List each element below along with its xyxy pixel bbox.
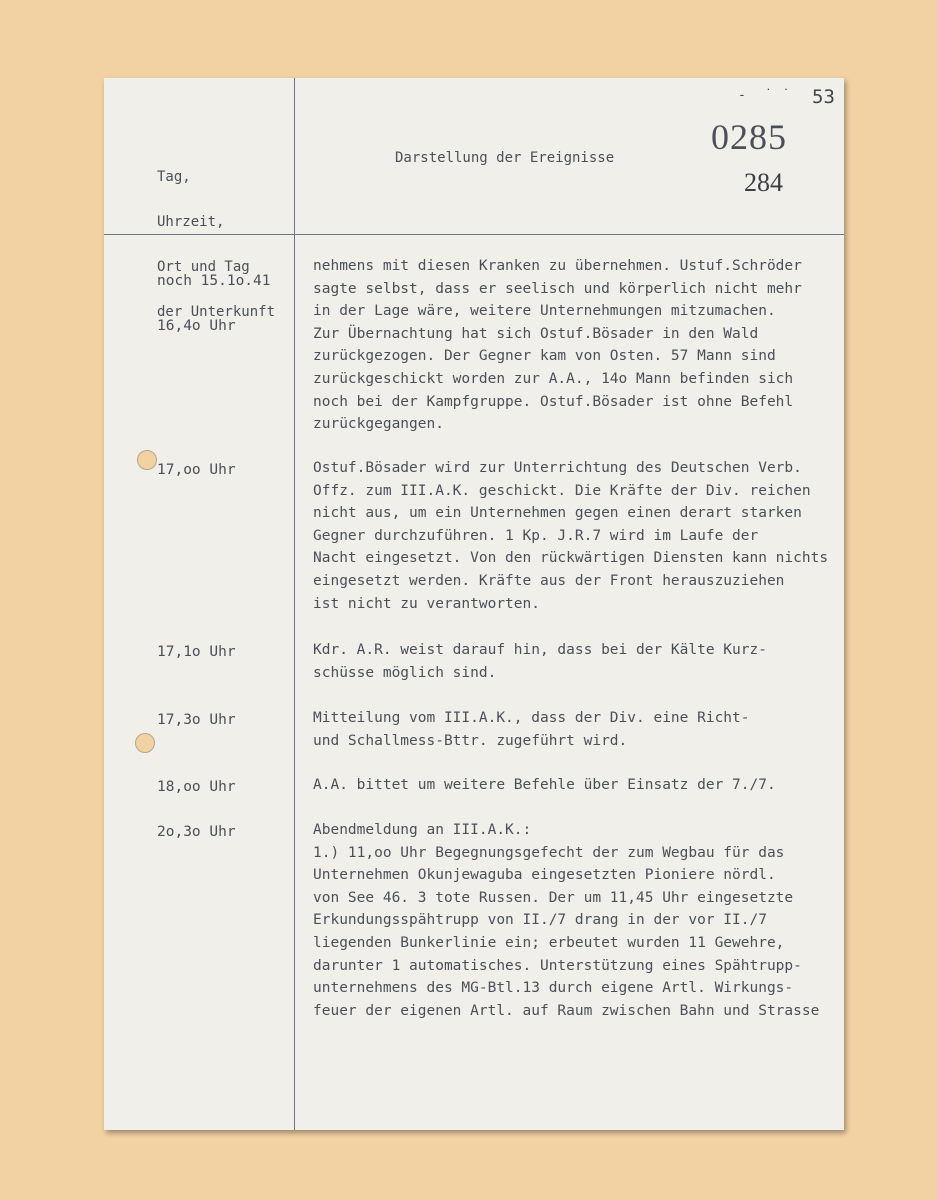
entry-time: 17,3o Uhr [157, 712, 236, 728]
text-line: und Schallmess-Bttr. zugeführt wird. [313, 732, 628, 749]
text-line: ist nicht zu verantworten. [313, 595, 540, 612]
text-line: Unternehmen Okunjewaguba eingesetzten Pioniere nördl. [313, 867, 776, 884]
column-divider [294, 78, 295, 1130]
punch-hole-bottom [135, 733, 155, 753]
text-line: liegenden Bunkerlinie ein; erbeutet wurden 11 Gewehre, [313, 934, 785, 951]
header-label-line: Ort und Tag [157, 259, 250, 275]
text-line: feuer der eigenen Artl. auf Raum zwischen Bahn und Strasse [313, 1002, 820, 1019]
entry-text [313, 255, 802, 436]
text-line: Ostuf.Bösader wird zur Unterrichtung des Deutschen Verb. [313, 460, 802, 476]
entry-time: 17,oo Uhr [157, 462, 236, 478]
entry-text [313, 774, 776, 797]
header-title: Darstellung der Ereignisse [395, 150, 615, 166]
entry-text [313, 819, 819, 1022]
text-line: Mitteilung vom III.A.K., dass der Div. eine Richt- [313, 710, 750, 726]
sheet-number: 284 [744, 168, 783, 197]
text-line: Offz. zum III.A.K. geschickt. Die Kräfte der Div. reichen [313, 482, 811, 499]
entry-time: 2o,3o Uhr [157, 824, 236, 840]
entry-time: 18,oo Uhr [157, 779, 236, 795]
entry-text [313, 639, 767, 684]
text-line: Abendmeldung an III.A.K.: [313, 822, 532, 838]
entry-time [157, 244, 271, 364]
entry-time-label: 16,4o Uhr [157, 318, 236, 334]
text-line: sagte selbst, dass er seelisch und körperlich nicht mehr [313, 280, 802, 297]
entry-text [313, 457, 828, 615]
text-line: 1.) 11,oo Uhr Begegnungsgefecht der zum Wegbau für das [313, 844, 785, 861]
punch-hole-top [137, 450, 157, 470]
text-line: zurückgeschickt worden zur A.A., 14o Mann befinden sich [313, 370, 794, 387]
text-line: darunter 1 automatisches. Unterstützung eines Spähtrupp- [313, 957, 802, 974]
text-line: in der Lage wäre, weitere Unternehmungen mitzumachen. [313, 303, 776, 320]
entry-text [313, 707, 750, 752]
text-line: Kdr. A.R. weist darauf hin, dass bei der Kälte Kurz- [313, 642, 767, 658]
entry-date: noch 15.1o.41 [157, 273, 271, 289]
header-label-line: der Unterkunft [157, 304, 276, 320]
header-label-line: Tag, [157, 169, 191, 185]
text-line: A.A. bittet um weitere Befehle über Einsatz der 7./7. [313, 777, 776, 793]
text-line: von See 46. 3 tote Russen. Der um 11,45 Uhr eingesetzte [313, 889, 794, 906]
archive-number: 0285 [711, 117, 787, 157]
document-page [104, 78, 844, 1130]
header-label-line: Uhrzeit, [157, 214, 225, 230]
stamp-mark: - ˙ ˙ [738, 88, 791, 103]
text-line: nicht aus, um ein Unternehmen gegen einen derart starken [313, 505, 802, 522]
text-line: Gegner durchzuführen. 1 Kp. J.R.7 wird im Laufe der [313, 527, 759, 544]
text-line: nehmens mit diesen Kranken zu übernehmen. Ustuf.Schröder [313, 258, 802, 274]
text-line: Nacht eingesetzt. Von den rückwärtigen Diensten kann nichts [313, 550, 829, 567]
text-line: Erkundungsspähtrupp von II./7 drang in der vor II./7 [313, 912, 767, 929]
entry-time: 17,1o Uhr [157, 644, 236, 660]
text-line: noch bei der Kampfgruppe. Ostuf.Bösader ist ohne Befehl [313, 393, 794, 410]
text-line: zurückgezogen. Der Gegner kam von Osten. 57 Mann sind [313, 348, 776, 365]
page-number: 53 [812, 86, 835, 108]
text-line: schüsse möglich sind. [313, 664, 497, 681]
text-line: Zur Übernachtung hat sich Ostuf.Bösader in den Wald [313, 325, 759, 342]
text-line: zurückgegangen. [313, 416, 444, 433]
text-line: eingesetzt werden. Kräfte aus der Front herauszuziehen [313, 572, 785, 589]
text-line: unternehmens des MG-Btl.13 durch eigene Artl. Wirkungs- [313, 980, 794, 997]
